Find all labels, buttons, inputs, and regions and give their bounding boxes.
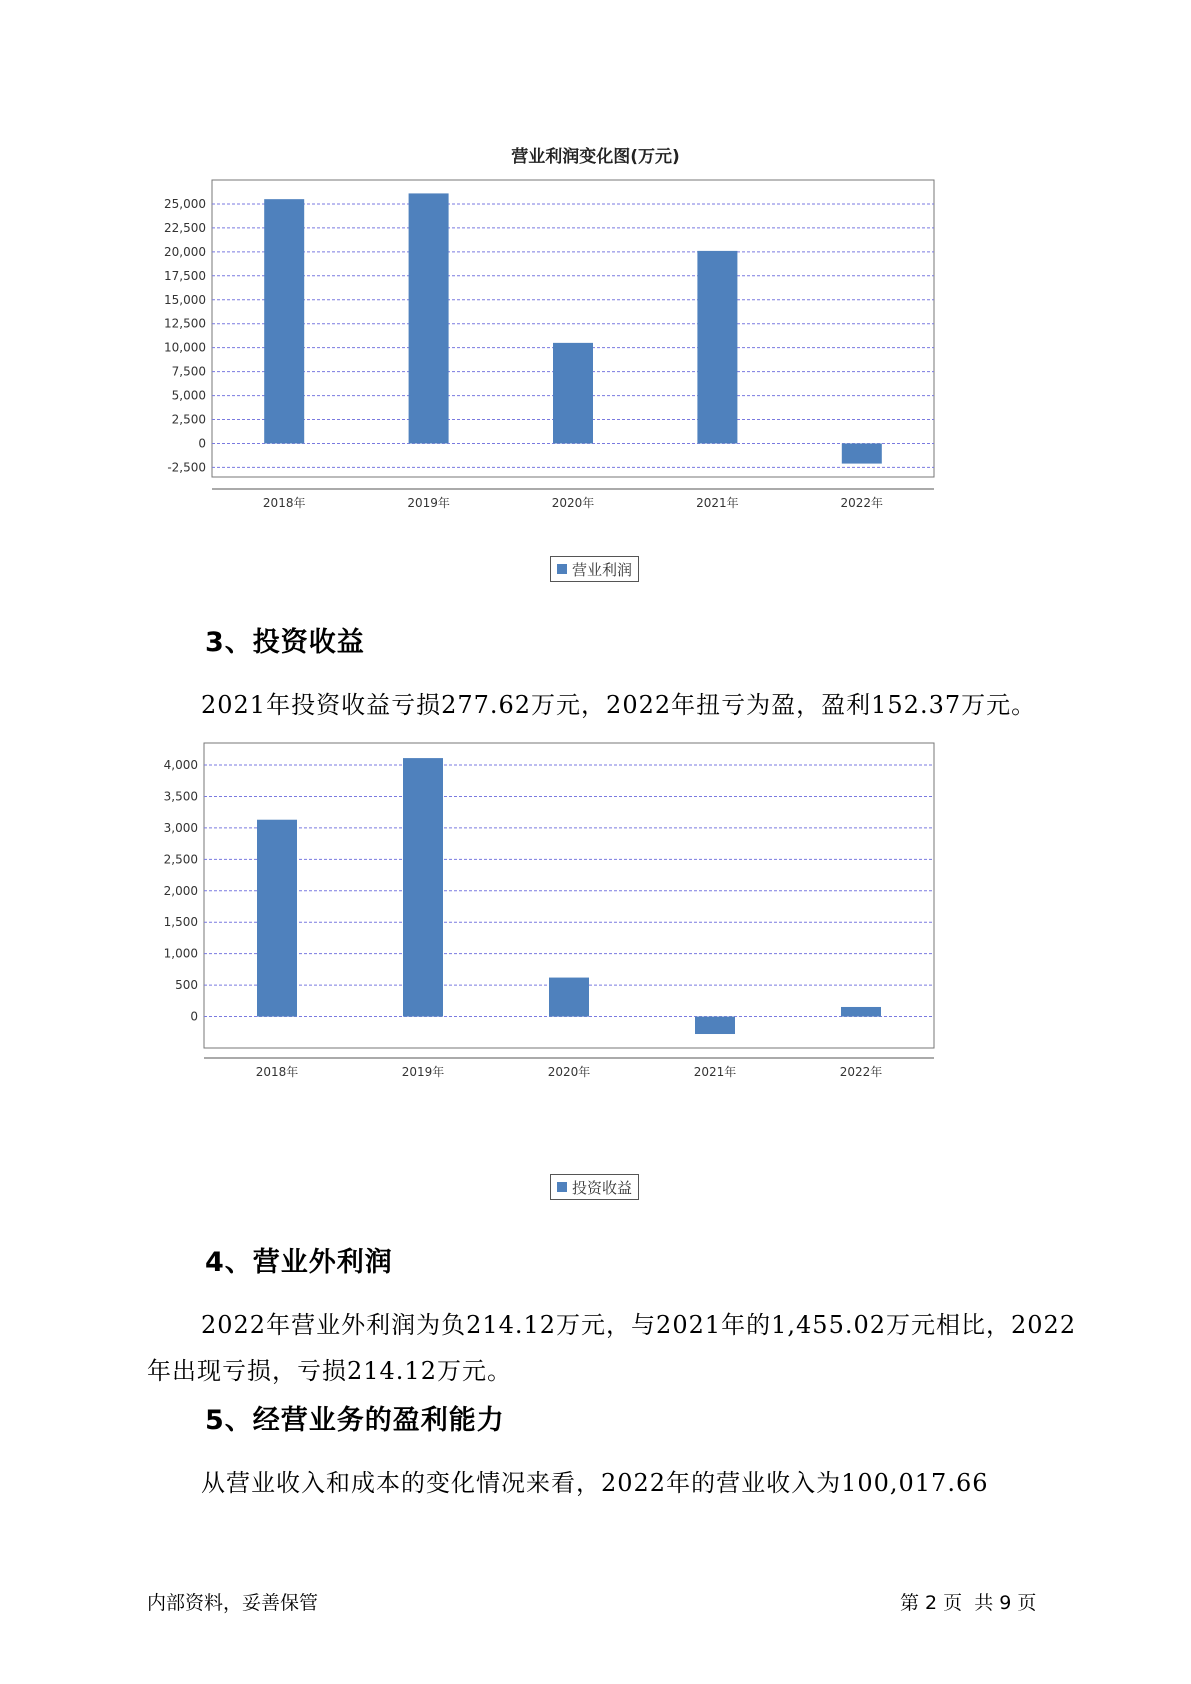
x-tick-label: 2020年	[551, 496, 595, 510]
footer-confidential-note: 内部资料，妥善保管	[147, 1592, 319, 1614]
y-tick-label: 2,000	[163, 883, 198, 898]
section-heading-investment-income: 3、投资收益	[205, 627, 365, 658]
x-tick-label: 2019年	[401, 1065, 445, 1079]
footer-page-number: 第 2 页 共 9 页	[900, 1592, 1037, 1614]
x-tick-label: 2021年	[696, 496, 739, 510]
section-paragraph-investment-income: 2021年投资收益亏损277.62万元，2022年扭亏为盈，盈利152.37万元。	[201, 691, 1037, 719]
y-tick-label: 2,500	[171, 412, 206, 427]
legend-swatch	[557, 564, 567, 574]
chart-legend-operating-profit	[550, 556, 639, 582]
y-tick-label: 25,000	[164, 196, 206, 211]
bar-2020年	[549, 978, 589, 1017]
y-tick-label: 17,500	[164, 268, 206, 283]
y-tick-label: 0	[198, 436, 206, 451]
section-paragraph-operating-profitability: 从营业收入和成本的变化情况来看，2022年的营业收入为100,017.66	[201, 1469, 989, 1497]
bar-2018年	[264, 199, 304, 443]
y-tick-label: 12,500	[164, 316, 206, 331]
legend-swatch	[557, 1182, 567, 1192]
investment-income-chart	[160, 758, 1020, 1155]
bar-2021年	[697, 251, 737, 444]
chart-legend-investment-income	[550, 1174, 639, 1200]
y-tick-label: 15,000	[164, 292, 206, 307]
section-heading-operating-profitability: 5、经营业务的盈利能力	[205, 1405, 505, 1436]
y-tick-label: 4,000	[163, 758, 198, 773]
y-tick-label: 500	[175, 978, 198, 993]
y-tick-label: 5,000	[171, 388, 206, 403]
x-tick-label: 2018年	[262, 496, 306, 510]
legend-label: 营业利润	[572, 560, 633, 579]
section-paragraph-non-operating-profit: 2022年营业外利润为负214.12万元，与2021年的1,455.02万元相比，2022年出现亏损，亏损214.12万元。	[147, 1311, 1077, 1385]
x-tick-label: 2022年	[839, 1065, 883, 1079]
legend-label: 投资收益	[572, 1178, 633, 1197]
x-tick-label: 2022年	[840, 496, 884, 510]
bar-2018年	[257, 820, 297, 1017]
y-tick-label: 3,500	[163, 789, 198, 804]
bar-2021年	[695, 1017, 735, 1034]
y-tick-label: 3,000	[163, 820, 198, 835]
y-tick-label: 1,000	[163, 946, 198, 961]
x-tick-label: 2018年	[255, 1065, 299, 1079]
y-tick-label: -2,500	[167, 460, 206, 475]
bar-2022年	[841, 1007, 881, 1017]
y-tick-label: 1,500	[163, 915, 198, 930]
bar-2020年	[553, 343, 593, 444]
chart-title-operating-profit: 营业利润变化图(万元)	[511, 147, 680, 167]
operating-profit-chart	[160, 180, 1020, 530]
y-tick-label: 10,000	[164, 340, 206, 355]
bar-2019年	[409, 193, 449, 443]
section-heading-non-operating-profit: 4、营业外利润	[205, 1247, 393, 1278]
y-tick-label: 2,500	[163, 852, 198, 867]
y-tick-label: 22,500	[164, 220, 206, 235]
bar-2022年	[842, 443, 882, 463]
x-tick-label: 2019年	[407, 496, 450, 510]
y-tick-label: 7,500	[171, 364, 206, 379]
x-tick-label: 2020年	[547, 1065, 591, 1079]
y-tick-label: 0	[190, 1009, 198, 1024]
x-tick-label: 2021年	[693, 1065, 737, 1079]
y-tick-label: 20,000	[164, 244, 206, 259]
bar-2019年	[403, 758, 443, 1016]
